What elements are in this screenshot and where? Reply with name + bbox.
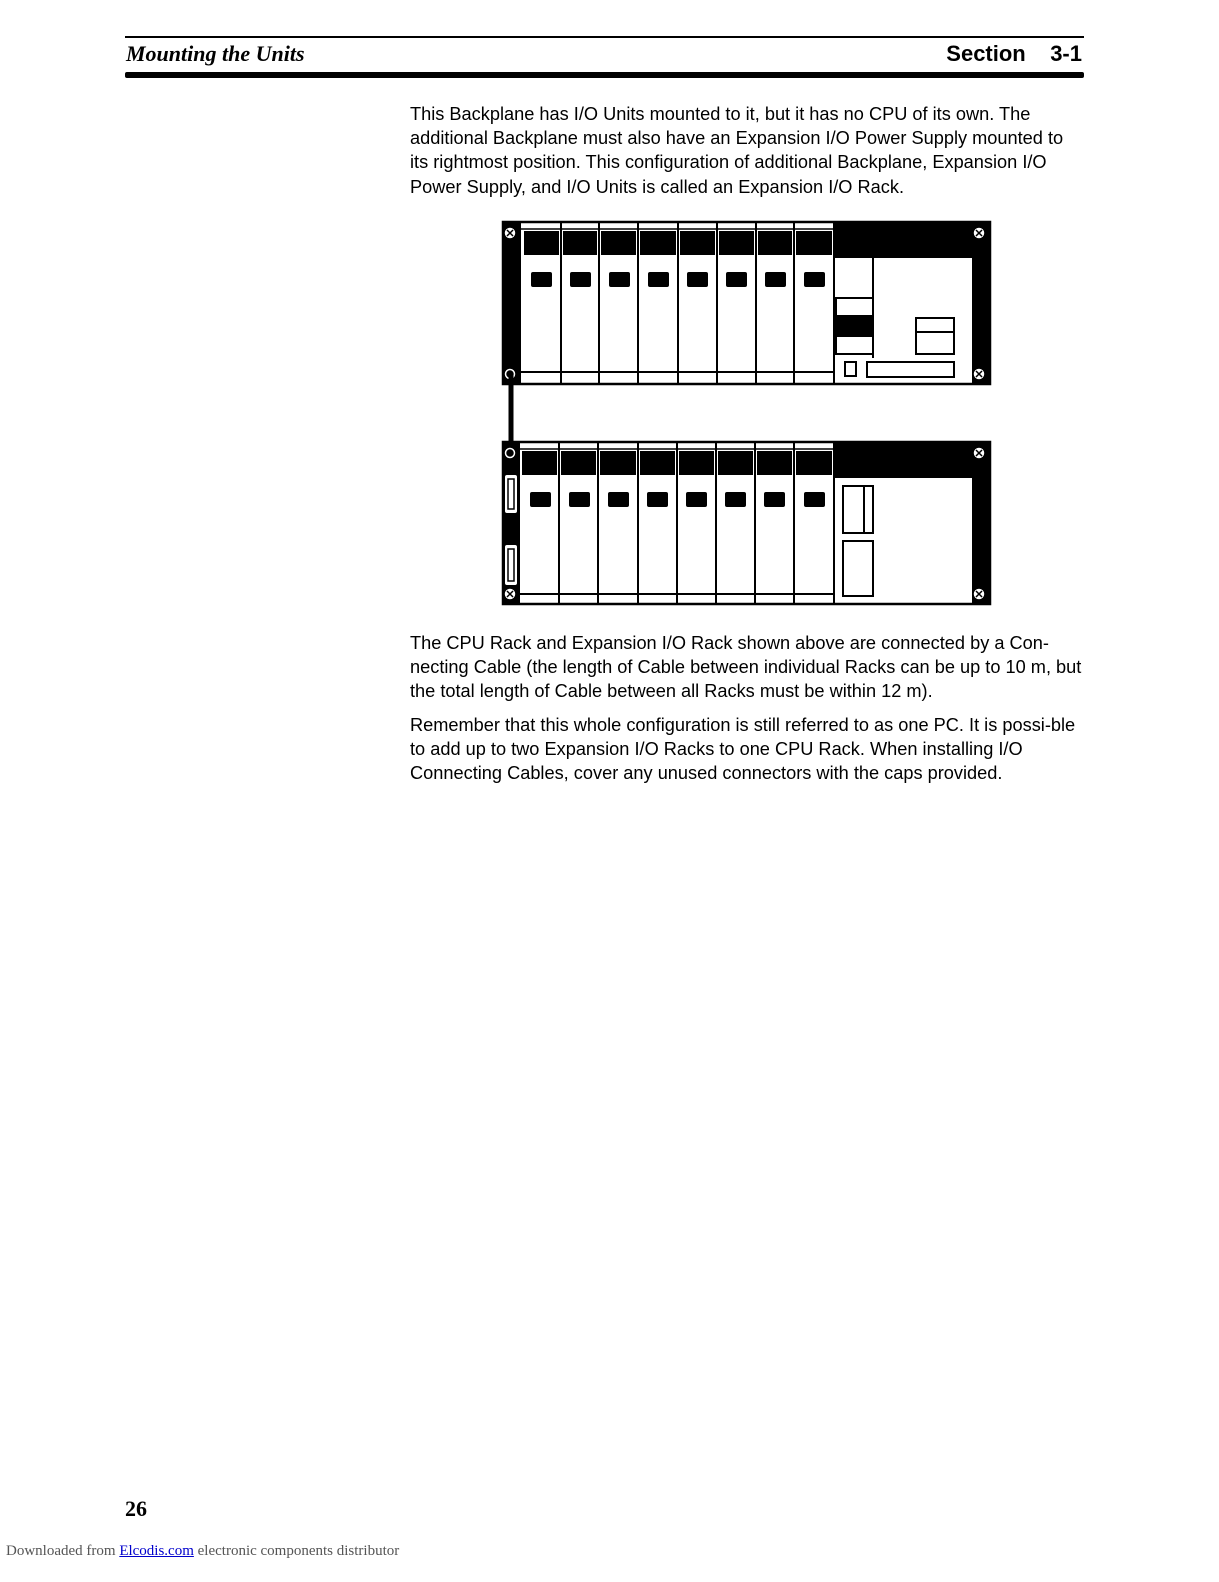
- paragraph-connecting-cable: The CPU Rack and Expansion I/O Rack shown above are connected by a Con-necting Cable (the length of Cable between individual Racks can be up to 10 m, but the total length of Cable between all Racks must be within 12 m).: [410, 633, 1082, 702]
- footer-suffix: electronic components distributor: [193, 1543, 400, 1559]
- elcodis-link[interactable]: Elcodis.com: [119, 1543, 194, 1559]
- header-top-rule: [125, 36, 1084, 38]
- footer-prefix: Downloaded from: [6, 1543, 120, 1559]
- paragraph-configuration-note: Remember that this whole configuration is still referred to as one PC. It is possi-ble to add up to two Expansion I/O Racks to one CPU Rack. When installing I/O Connecting Cables, cover any unused connectors with the caps provided.: [410, 715, 1076, 784]
- section-title: Mounting the Units: [126, 41, 305, 66]
- header-bottom-rule: [125, 72, 1084, 78]
- download-footer: [6, 1541, 399, 1561]
- page-number: 26: [125, 1496, 147, 1521]
- section-number: Section 3-1: [946, 41, 1082, 66]
- paragraph-expansion-rack-intro: This Backplane has I/O Units mounted to it, but it has no CPU of its own. The additional Backplane must also have an Expansion I/O Power Supply mounted to its rightmost position. This configuration of additional Backplane, Expansion I/O Power Supply, and I/O Units is called an Expansion I/O Rack.: [410, 104, 1064, 197]
- rack-diagram-svg: [500, 218, 995, 610]
- rack-diagram: [500, 218, 995, 610]
- expansion-power-supply-details: [843, 486, 873, 596]
